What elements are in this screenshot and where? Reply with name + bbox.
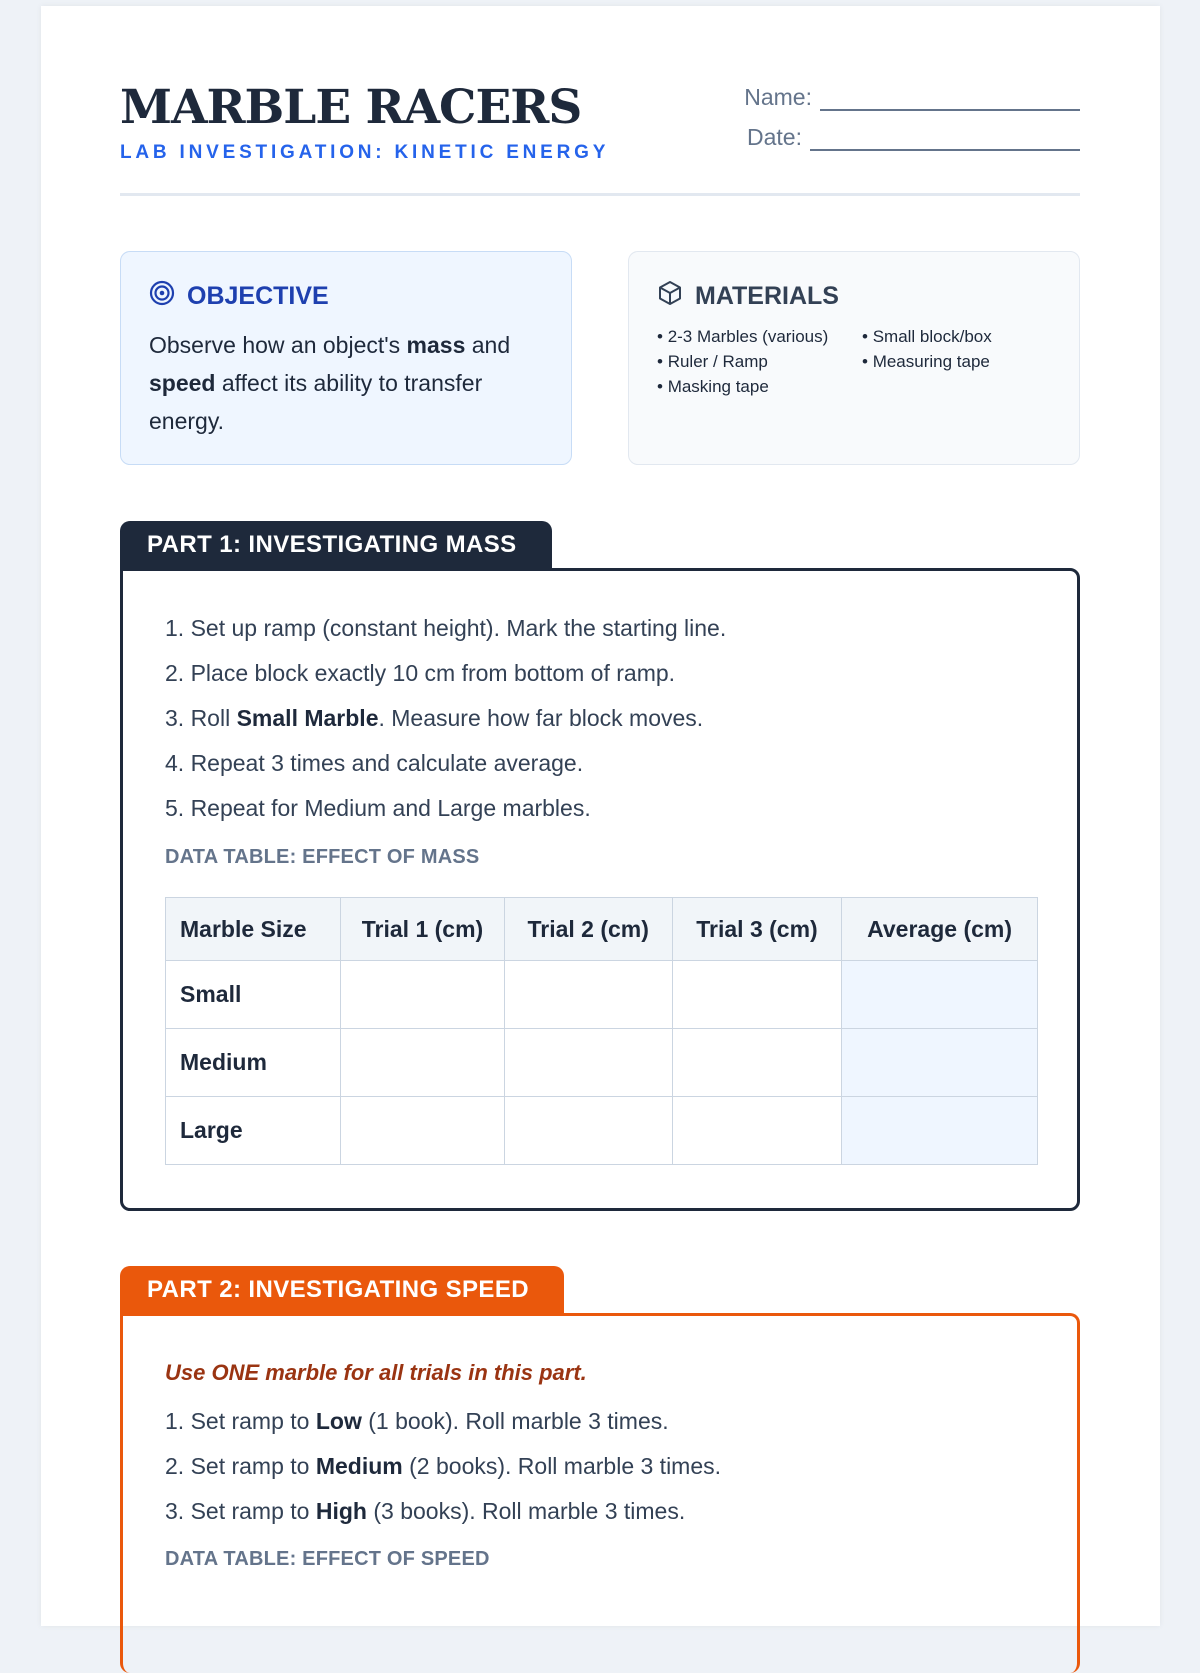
objective-heading-label: OBJECTIVE (187, 281, 329, 310)
materials-item: • Ruler / Ramp (657, 351, 862, 373)
blank-cell[interactable] (341, 961, 504, 1029)
target-icon (149, 280, 175, 313)
step-item: 3. Set ramp to High (3 books). Roll marble 3 times. (165, 1498, 686, 1524)
blank-cell[interactable] (341, 1029, 504, 1097)
part1-tab: PART 1: INVESTIGATING MASS (120, 521, 552, 569)
materials-heading-label: MATERIALS (695, 281, 839, 310)
table-header-row (166, 898, 1038, 961)
column-header-trial-1: Trial 1 (cm) (341, 898, 504, 961)
part2-section (120, 1313, 1080, 1673)
name-blank-line[interactable] (820, 89, 1080, 111)
step-item: 1. Set up ramp (constant height). Mark the starting line. (165, 615, 727, 641)
objective-bold-speed: speed (149, 370, 216, 396)
step-item: 2. Place block exactly 10 cm from bottom of ramp. (165, 660, 676, 686)
row-label-medium: Medium (166, 1029, 341, 1097)
blank-cell[interactable] (504, 1097, 672, 1165)
name-label: Name: (744, 84, 812, 110)
table-row (166, 1097, 1038, 1165)
objective-bold-mass: mass (406, 332, 466, 358)
part1-steps (165, 611, 1035, 836)
objective-heading (149, 278, 543, 314)
speed-table-label: DATA TABLE: EFFECT OF SPEED (165, 1548, 490, 1570)
table-row (166, 1029, 1038, 1097)
date-field (747, 124, 1080, 151)
box-icon (657, 280, 683, 313)
blank-cell[interactable] (504, 1029, 672, 1097)
column-header-average: Average (cm) (842, 898, 1038, 961)
step-item: 2. Set ramp to Medium (2 books). Roll marble 3 times. (165, 1453, 722, 1479)
step-item: 3. Roll Small Marble. Measure how far block moves. (165, 705, 704, 731)
column-header-marble-size: Marble Size (166, 898, 341, 961)
materials-card (628, 251, 1080, 465)
row-label-small: Small (166, 961, 341, 1029)
blank-cell[interactable] (672, 1029, 841, 1097)
date-blank-line[interactable] (810, 129, 1080, 151)
objective-card (120, 251, 572, 465)
date-label: Date: (747, 124, 802, 150)
column-header-trial-3: Trial 3 (cm) (672, 898, 841, 961)
column-header-trial-2: Trial 2 (cm) (504, 898, 672, 961)
part2-tab: PART 2: INVESTIGATING SPEED (120, 1266, 564, 1314)
materials-item: • Masking tape (657, 376, 862, 398)
mass-data-table (165, 897, 1038, 1165)
part2-note: Use ONE marble for all trials in this part. (165, 1360, 587, 1385)
materials-heading (657, 278, 1051, 314)
step-item: 5. Repeat for Medium and Large marbles. (165, 795, 591, 821)
blank-cell[interactable] (341, 1097, 504, 1165)
worksheet-title: MARBLE RACERS (120, 80, 582, 135)
materials-list (657, 326, 1051, 398)
name-field (744, 84, 1080, 111)
blank-cell[interactable] (672, 961, 841, 1029)
objective-text: Observe how an object's mass and speed affect its ability to transfer energy. (149, 332, 511, 434)
part2-steps (165, 1404, 1035, 1539)
materials-item: • 2-3 Marbles (various) (657, 326, 862, 348)
part1-section (120, 568, 1080, 1211)
step-item: 1. Set ramp to Low (1 book). Roll marble 3 times. (165, 1408, 669, 1434)
average-cell[interactable] (842, 961, 1038, 1029)
worksheet-subtitle: LAB INVESTIGATION: KINETIC ENERGY (120, 142, 610, 163)
header-divider (120, 193, 1080, 196)
blank-cell[interactable] (504, 961, 672, 1029)
materials-item: • Small block/box (862, 326, 1062, 348)
materials-item: • Measuring tape (862, 351, 1062, 373)
row-label-large: Large (166, 1097, 341, 1165)
table-row (166, 961, 1038, 1029)
average-cell[interactable] (842, 1097, 1038, 1165)
average-cell[interactable] (842, 1029, 1038, 1097)
blank-cell[interactable] (672, 1097, 841, 1165)
step-item: 4. Repeat 3 times and calculate average. (165, 750, 584, 776)
mass-table-label: DATA TABLE: EFFECT OF MASS (165, 846, 480, 868)
